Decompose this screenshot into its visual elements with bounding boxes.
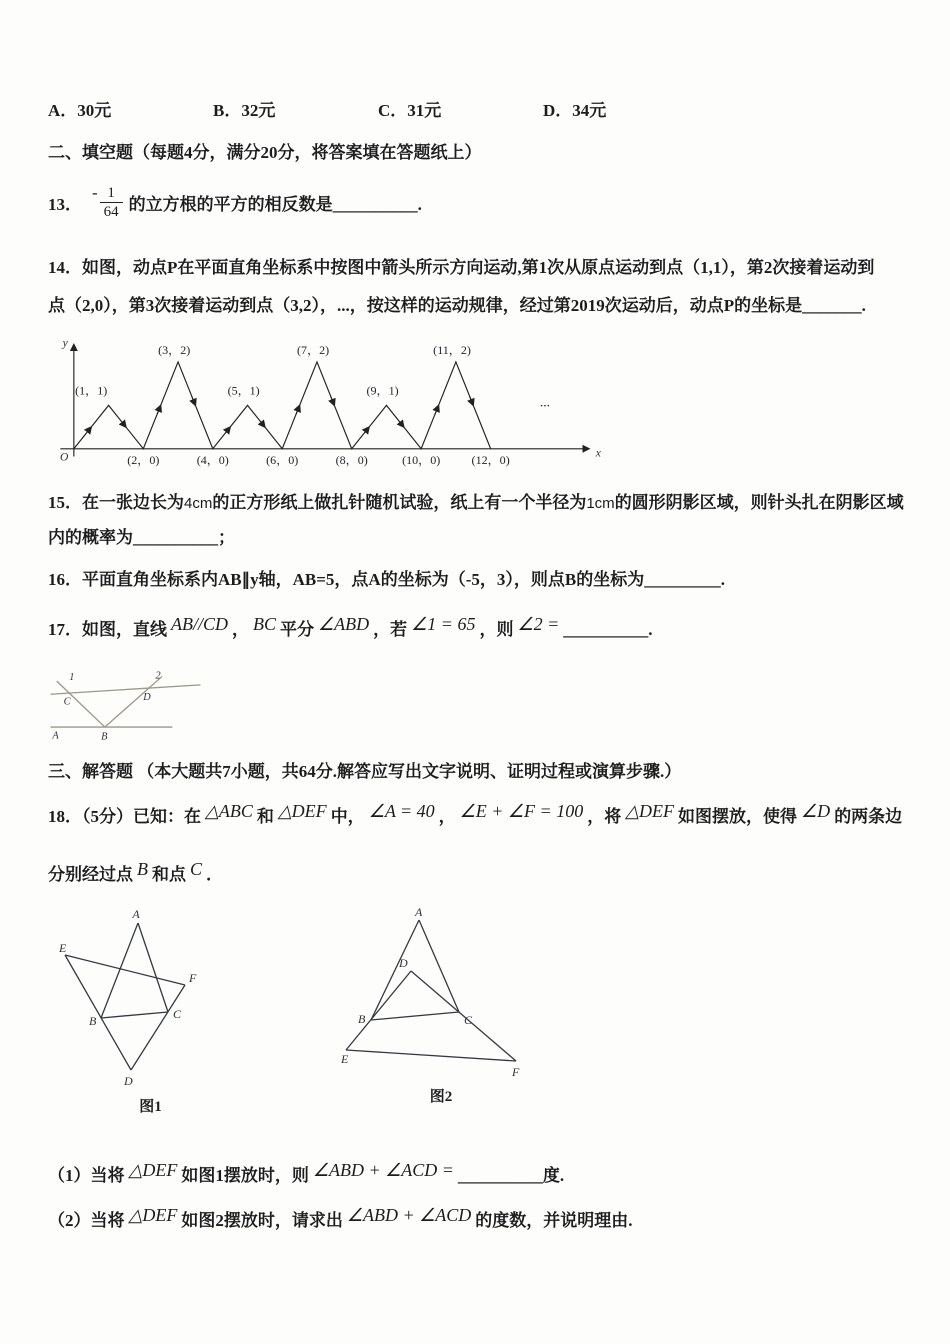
q18-math-angle-d: ∠D (801, 801, 831, 821)
edge-de-through-b (346, 971, 411, 1050)
question-16: 16．平面直角坐标系内AB∥y轴，AB=5，点A的坐标为（-5，3），则点B的坐标为_________. (48, 570, 725, 589)
fig1-point-c: C (173, 1007, 182, 1021)
point-c-label: C (63, 696, 71, 708)
x-axis-label: x (595, 446, 601, 460)
question-15 (48, 486, 906, 555)
origin-label: O (60, 450, 69, 464)
q13-fraction (92, 184, 123, 221)
fig1-caption: 图1 (139, 1099, 162, 1115)
q18-math-def2: △DEF (625, 801, 675, 821)
q18-para1 (48, 792, 906, 841)
peak-label-4: (7，2) (297, 343, 330, 358)
fig2-point-c: C (464, 1013, 473, 1027)
sub1-blank: __________度. (457, 1166, 565, 1185)
point-b-label: B (101, 731, 108, 743)
choice-b: B．32元 (213, 101, 276, 120)
edge-bc (101, 1012, 168, 1018)
edge-fd-through-c (131, 985, 185, 1070)
question-13 (48, 177, 906, 227)
q17-t3: 平分 (280, 620, 315, 639)
sub2-t1: （2）当将 (48, 1211, 125, 1230)
angle-1-label: 1 (69, 672, 75, 684)
q18-subquestion-1 (48, 1154, 906, 1197)
q15-seg2: 4cm (184, 495, 213, 512)
q18-t6: 如图摆放，使得 (678, 807, 798, 826)
q18-subquestion-2 (48, 1199, 906, 1242)
choice-a: A．30元 (48, 101, 112, 120)
q15-line2: 内的概率为__________； (48, 528, 235, 547)
choice-c: C．31元 (378, 101, 442, 120)
q18-math-def: △DEF (277, 801, 327, 821)
fig1-lines (65, 923, 185, 1070)
angle-2-label: 2 (155, 670, 161, 682)
edge-ac (419, 920, 459, 1012)
fig2-point-e: E (341, 1052, 349, 1066)
q14-line1: 14．如图，动点P在平面直角坐标系中按图中箭头所示方向运动,第1次从原点运动到点（1,1），第2次接着运动到 (48, 258, 875, 277)
line-bd (105, 676, 162, 727)
peak-label-2: (3，2) (158, 343, 191, 358)
q13-fraction-numerator: 1 (107, 184, 115, 201)
q18-figure-2 (341, 908, 541, 1083)
q18-para2 (48, 853, 906, 896)
base-label-1: (2，0) (127, 453, 160, 468)
q18-t1: 18．（5分）已知：在 (48, 807, 201, 826)
q18-t9: 和点 (152, 865, 186, 884)
q18-t7: 的两条边 (834, 807, 903, 826)
sub1-t2: 如图1摆放时，则 (181, 1166, 309, 1185)
base-label-5: (10，0) (402, 453, 441, 468)
q17-t5: ，则 (479, 620, 514, 639)
q18-math-c: C (190, 859, 203, 879)
q18-figures-row (48, 908, 906, 1116)
q18-figure-1-block (58, 908, 243, 1116)
zigzag-path (74, 362, 491, 449)
sub1-math-def: △DEF (128, 1160, 178, 1180)
upper-line-cd (50, 685, 200, 694)
peak-label-1: (1，1) (75, 383, 108, 398)
peak-label-3: (5，1) (227, 383, 260, 398)
q13-number: 13． (48, 194, 82, 214)
q13-minus-sign: - (92, 183, 98, 202)
peak-label-5: (9，1) (366, 383, 399, 398)
base-label-3: (6，0) (266, 453, 299, 468)
q15-seg5: 的圆形阴影区域，则针头扎在阴影区域 (614, 493, 904, 512)
fig1-point-d: D (124, 1074, 133, 1088)
sub2-math-angles: ∠ABD + ∠ACD (346, 1205, 472, 1225)
choice-d: D．34元 (543, 101, 607, 120)
fig2-point-a: A (415, 908, 423, 919)
fig2-lines (346, 920, 516, 1061)
sub1-t1: （1）当将 (48, 1166, 125, 1185)
q13-fraction-denominator: 64 (100, 202, 123, 221)
point-a-label: A (52, 730, 59, 742)
edge-bc (371, 1012, 459, 1020)
answer-choices-row (48, 96, 906, 121)
ellipsis-label: ... (539, 394, 550, 410)
q18-t10: ． (206, 865, 224, 884)
q15-seg4: 1cm (586, 495, 615, 512)
q18-t8: 分别经过点 (48, 865, 133, 884)
q15-seg1: 15．在一张边长为 (48, 493, 184, 512)
section3-heading: 三、解答题 （本大题共7小题，共64分.解答应写出文字说明、证明过程或演算步骤.） (48, 762, 682, 781)
q18-math-abc: △ABC (205, 801, 253, 821)
q17-t2: ， (232, 620, 249, 639)
point-d-label: D (143, 691, 151, 703)
fig1-point-b: B (89, 1014, 97, 1028)
q17-math-bc: BC (253, 614, 277, 634)
q13-fraction-stack (100, 184, 123, 221)
axes (60, 345, 589, 457)
sub1-math-angles: ∠ABD + ∠ACD = (312, 1160, 454, 1180)
q18-t2: 和 (256, 807, 274, 826)
q18-figure-1 (58, 908, 243, 1093)
q15-line1 (48, 486, 906, 521)
question-14 (48, 249, 906, 470)
q18-math-angle-a: ∠A = 40 (368, 801, 435, 821)
q18-math-b: B (137, 859, 148, 879)
fig2-caption: 图2 (429, 1089, 453, 1105)
edge-ef (65, 955, 185, 985)
edge-ac (138, 923, 168, 1012)
y-axis-label: y (62, 336, 68, 350)
fig2-point-d: D (399, 956, 408, 970)
section2-heading: 二、填空题（每题4分，满分20分，将答案填在答题纸上） (48, 143, 482, 162)
q18-t3: 中， (330, 807, 365, 826)
q17-blank: __________. (563, 620, 653, 639)
q17-math-angle2: ∠2 = (517, 614, 560, 634)
q15-seg3: 的正方形纸上做扎针随机试验，纸上有一个半径为 (212, 493, 587, 512)
q18-t4: ， (438, 807, 456, 826)
fig1-point-f: F (189, 971, 197, 985)
q18-figure-2-block (341, 908, 541, 1106)
peak-label-6: (11，2) (433, 343, 471, 358)
fig2-point-b: B (358, 1012, 366, 1026)
base-label-6: (12，0) (471, 453, 510, 468)
direction-arrows (88, 397, 474, 432)
edge-ef (346, 1050, 516, 1061)
sub2-math-def: △DEF (128, 1205, 178, 1225)
fig2-point-f: F (512, 1065, 520, 1079)
sub2-t3: 的度数，并说明理由. (475, 1211, 633, 1230)
q18-t5: ，将 (587, 807, 622, 826)
q17-t4: ，若 (373, 620, 408, 639)
edge-ed-through-b (65, 955, 131, 1070)
q17-math-angle-abd: ∠ABD (318, 614, 370, 634)
base-label-2: (4，0) (196, 453, 229, 468)
q17-lines (50, 676, 200, 727)
q17-math-angle1: ∠1 = 65 (411, 614, 476, 634)
edge-ab (371, 920, 419, 1020)
q14-coordinate-figure (52, 333, 608, 470)
q17-t1: 17．如图，直线 (48, 620, 167, 639)
sub2-t2: 如图2摆放时，请求出 (181, 1211, 343, 1230)
q14-line2: 点（2,0），第3次接着运动到点（3,2），...，按这样的运动规律，经过第2019次运动后，动点P的坐标是_______. (48, 296, 866, 315)
base-label-4: (8，0) (335, 453, 368, 468)
question-17 (48, 607, 906, 652)
q18-math-angle-ef: ∠E + ∠F = 100 (459, 801, 584, 821)
q17-math-ab-cd: AB//CD (171, 614, 228, 634)
q13-text: 的立方根的平方的相反数是__________. (128, 194, 422, 214)
fig1-point-a: A (132, 908, 140, 921)
edge-ab (101, 923, 138, 1018)
q17-parallel-lines-figure (50, 668, 215, 743)
fig1-point-e: E (59, 941, 67, 955)
